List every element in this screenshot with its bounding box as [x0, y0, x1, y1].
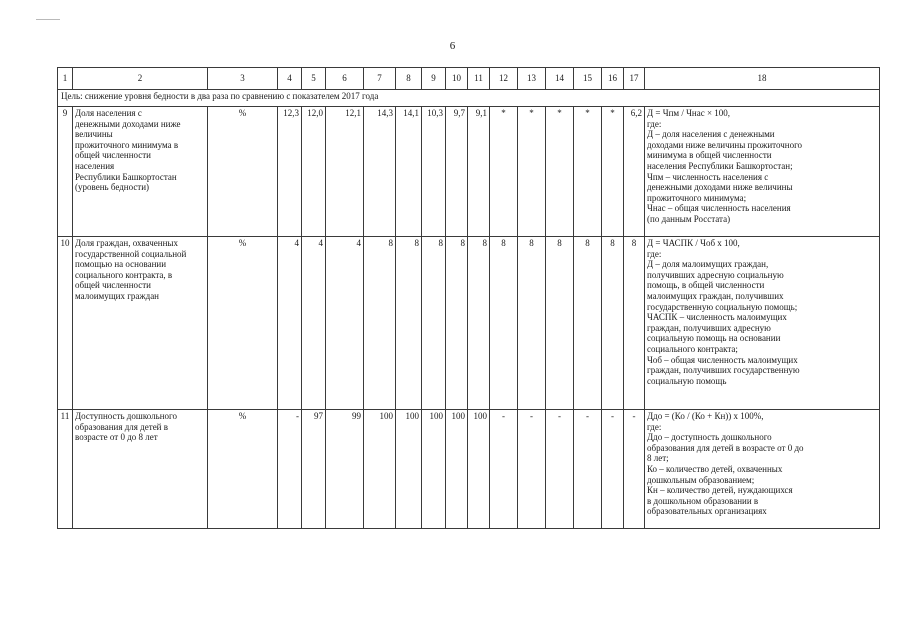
formula-cell: Д = Чпм / Чнас × 100, где: Д – доля населения с денежными доходами ниже величины прожиточного минимума в общей численности населения Республики Башкортостан; Чпм – численность населения с денежными доходами ниже величины прожиточного минимума; Чнас – общая численность населения (по данным Росстата): [645, 107, 880, 237]
row-number: 9: [58, 107, 73, 237]
value-cell: 100: [446, 410, 468, 529]
header-cell: 15: [574, 68, 602, 90]
unit-cell: %: [208, 237, 278, 410]
value-cell: 100: [468, 410, 490, 529]
value-cell: 8: [602, 237, 624, 410]
goal-text: Цель: снижение уровня бедности в два раза по сравнению с показателем 2017 года: [58, 90, 880, 107]
value-cell: 6,2: [624, 107, 645, 237]
indicator-name: Доля граждан, охваченных государственной социальной помощью на основании социального контракта, в общей численности малоимущих граждан: [73, 237, 208, 410]
table-row: [58, 410, 880, 529]
scan-mark: [36, 19, 60, 20]
value-cell: 4: [302, 237, 326, 410]
value-cell: 99: [326, 410, 364, 529]
value-cell: 100: [396, 410, 422, 529]
indicator-name: Доступность дошкольного образования для детей в возрасте от 0 до 8 лет: [73, 410, 208, 529]
value-cell: 8: [396, 237, 422, 410]
value-cell: 8: [490, 237, 518, 410]
value-cell: *: [574, 107, 602, 237]
value-cell: 9,7: [446, 107, 468, 237]
header-cell: 16: [602, 68, 624, 90]
value-cell: 8: [468, 237, 490, 410]
header-cell: 14: [546, 68, 574, 90]
value-cell: 12,1: [326, 107, 364, 237]
header-cell: 13: [518, 68, 546, 90]
table-row: [58, 107, 880, 237]
header-row: [58, 68, 880, 90]
header-cell: 1: [58, 68, 73, 90]
value-cell: 8: [546, 237, 574, 410]
goal-row: [58, 90, 880, 107]
value-cell: 12,0: [302, 107, 326, 237]
value-cell: 14,1: [396, 107, 422, 237]
header-cell: 7: [364, 68, 396, 90]
header-cell: 6: [326, 68, 364, 90]
value-cell: 8: [574, 237, 602, 410]
value-cell: *: [518, 107, 546, 237]
formula-cell: Ддо = (Ко / (Ко + Кн)) х 100%, где: Ддо – доступность дошкольного образования для детей в возрасте от 0 до 8 лет; Ко – количество детей, охваченных дошкольным образованием; Кн – количество детей, нуждающихся в дошкольном образовании в образовательных организациях: [645, 410, 880, 529]
page-number: 6: [449, 40, 456, 52]
value-cell: -: [574, 410, 602, 529]
indicator-name: Доля населения с денежными доходами ниже величины прожиточного минимума в общей численности населения Республики Башкортостан (уровень бедности): [73, 107, 208, 237]
header-cell: 4: [278, 68, 302, 90]
value-cell: 12,3: [278, 107, 302, 237]
header-cell: 18: [645, 68, 880, 90]
value-cell: -: [490, 410, 518, 529]
header-cell: 2: [73, 68, 208, 90]
value-cell: 8: [446, 237, 468, 410]
unit-cell: %: [208, 107, 278, 237]
value-cell: 4: [326, 237, 364, 410]
value-cell: 8: [518, 237, 546, 410]
row-number: 11: [58, 410, 73, 529]
header-cell: 9: [422, 68, 446, 90]
header-cell: 10: [446, 68, 468, 90]
row-number: 10: [58, 237, 73, 410]
table-row: [58, 237, 880, 410]
value-cell: 10,3: [422, 107, 446, 237]
header-cell: 11: [468, 68, 490, 90]
value-cell: *: [602, 107, 624, 237]
value-cell: -: [278, 410, 302, 529]
value-cell: *: [490, 107, 518, 237]
value-cell: *: [546, 107, 574, 237]
value-cell: 8: [624, 237, 645, 410]
value-cell: 97: [302, 410, 326, 529]
value-cell: 4: [278, 237, 302, 410]
unit-cell: %: [208, 410, 278, 529]
value-cell: 8: [364, 237, 396, 410]
indicators-table: [57, 67, 880, 529]
value-cell: -: [602, 410, 624, 529]
header-cell: 12: [490, 68, 518, 90]
value-cell: -: [624, 410, 645, 529]
value-cell: 100: [422, 410, 446, 529]
header-cell: 5: [302, 68, 326, 90]
formula-cell: Д = ЧАСПК / Чоб х 100, где: Д – доля малоимущих граждан, получивших адресную социальную помощь, в общей численности малоимущих граждан, получивших государственную социальную помощь; ЧАСПК – численность малоимущих граждан, получивших адресную социальную помощь на основании социального контракта; Чоб – общая численность малоимущих граждан, получивших государственную социальную помощь: [645, 237, 880, 410]
header-cell: 17: [624, 68, 645, 90]
value-cell: 100: [364, 410, 396, 529]
value-cell: -: [546, 410, 574, 529]
value-cell: 8: [422, 237, 446, 410]
header-cell: 8: [396, 68, 422, 90]
header-cell: 3: [208, 68, 278, 90]
value-cell: -: [518, 410, 546, 529]
value-cell: 9,1: [468, 107, 490, 237]
value-cell: 14,3: [364, 107, 396, 237]
